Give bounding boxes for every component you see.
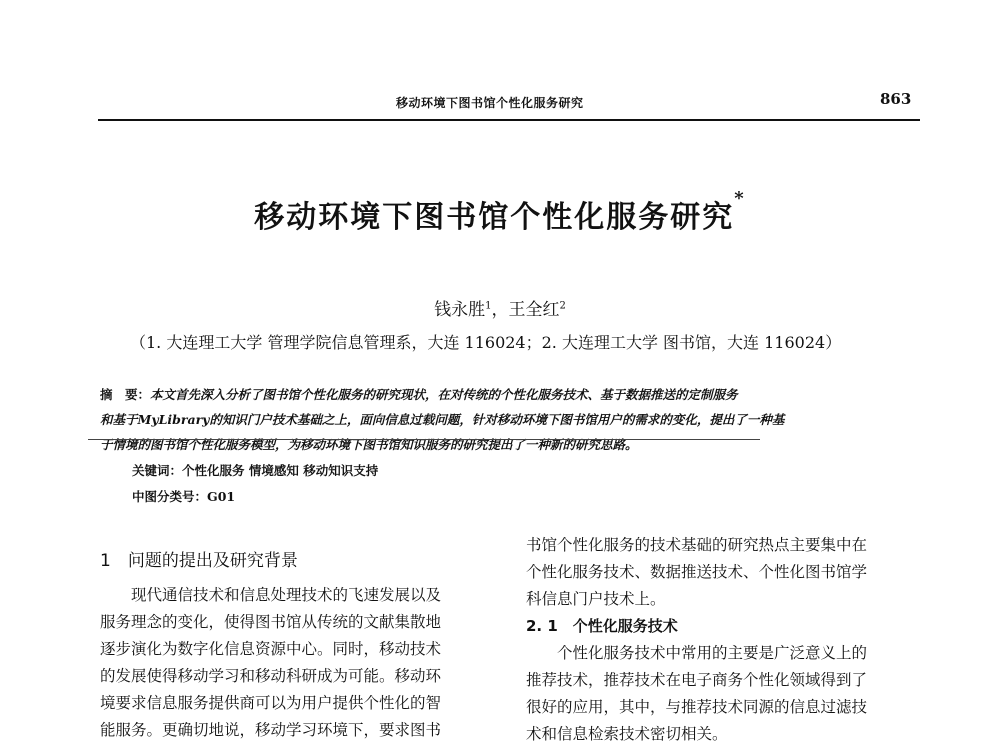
scan-artifact-line: [88, 439, 760, 440]
body-line: 推荐技术，推荐技术在电子商务个性化领域得到了: [526, 671, 868, 689]
abstract-line: 本文首先深入分析了图书馆个性化服务的研究现状，在对传统的个性化服务技术、基于数据推送的定制服务: [150, 387, 738, 402]
body-line: 的发展使得移动学习和移动科研成为可能。移动环: [100, 667, 442, 685]
body-line: 逐步演化为数字化信息资源中心。同时，移动技术: [100, 640, 442, 658]
section-heading: 1 问题的提出及研究背景: [100, 551, 298, 571]
affiliation: （1. 大连理工大学 管理学院信息管理系，大连 116024；2. 大连理工大学 图书馆，大连 116024）: [130, 333, 842, 352]
abstract-label: 摘 要：: [100, 387, 151, 402]
author-affil-mark: 2: [559, 300, 566, 312]
body-line: 现代通信技术和信息处理技术的飞速发展以及: [100, 586, 442, 604]
left-column: [100, 582, 490, 744]
keywords-value: 个性化服务 情境感知 移动知识支持: [182, 463, 379, 478]
body-line: 境要求信息服务提供商可以为用户提供个性化的智: [100, 694, 442, 712]
title-text: 移动环境下图书馆个性化服务研究: [254, 200, 735, 235]
title-footnote-mark: *: [734, 188, 746, 209]
paper-title: [0, 188, 1000, 236]
body-line: 个性化服务技术、数据推送技术、个性化图书馆学: [526, 563, 868, 581]
body-line: 服务理念的变化，使得图书馆从传统的文献集散地: [100, 613, 442, 631]
page-number: 863: [880, 90, 912, 108]
keywords-label: 关键词：: [132, 463, 183, 478]
abstract-line: 于情境的图书馆个性化服务模型，为移动环境下图书馆知识服务的研究提出了一种新的研究思路。: [100, 437, 638, 452]
clc-number: [132, 487, 235, 505]
author-name: 王全红: [508, 300, 560, 320]
author-list: [0, 295, 1000, 320]
abstract-line: 和基于MyLibrary的知识门户技术基础之上，面向信息过载问题，针对移动环境下图书馆用户的需求的变化，提出了一种基: [100, 412, 785, 427]
header-rule: [98, 119, 920, 121]
body-line: 个性化服务技术中常用的主要是广泛意义上的: [526, 644, 868, 662]
body-line: 术和信息检索技术密切相关。: [526, 725, 728, 743]
body-line: 书馆个性化服务的技术基础的研究热点主要集中在: [526, 536, 868, 554]
subsection-heading: 2. 1 个性化服务技术: [526, 617, 678, 635]
abstract: [100, 382, 922, 457]
author-separator: ，: [491, 300, 509, 320]
body-line: 科信息门户技术上。: [526, 590, 666, 608]
author-affil-mark: 1: [485, 300, 492, 312]
keywords: [132, 461, 378, 479]
right-column: [526, 532, 926, 748]
author-name: 钱永胜: [434, 300, 486, 320]
clc-label: 中图分类号：: [132, 489, 208, 504]
running-head: 移动环境下图书馆个性化服务研究: [396, 96, 584, 110]
body-line: 很好的应用，其中，与推荐技术同源的信息过滤技: [526, 698, 868, 716]
body-line: 能服务。更确切地说，移动学习环境下，要求图书: [100, 721, 442, 739]
clc-value: G01: [207, 489, 236, 504]
